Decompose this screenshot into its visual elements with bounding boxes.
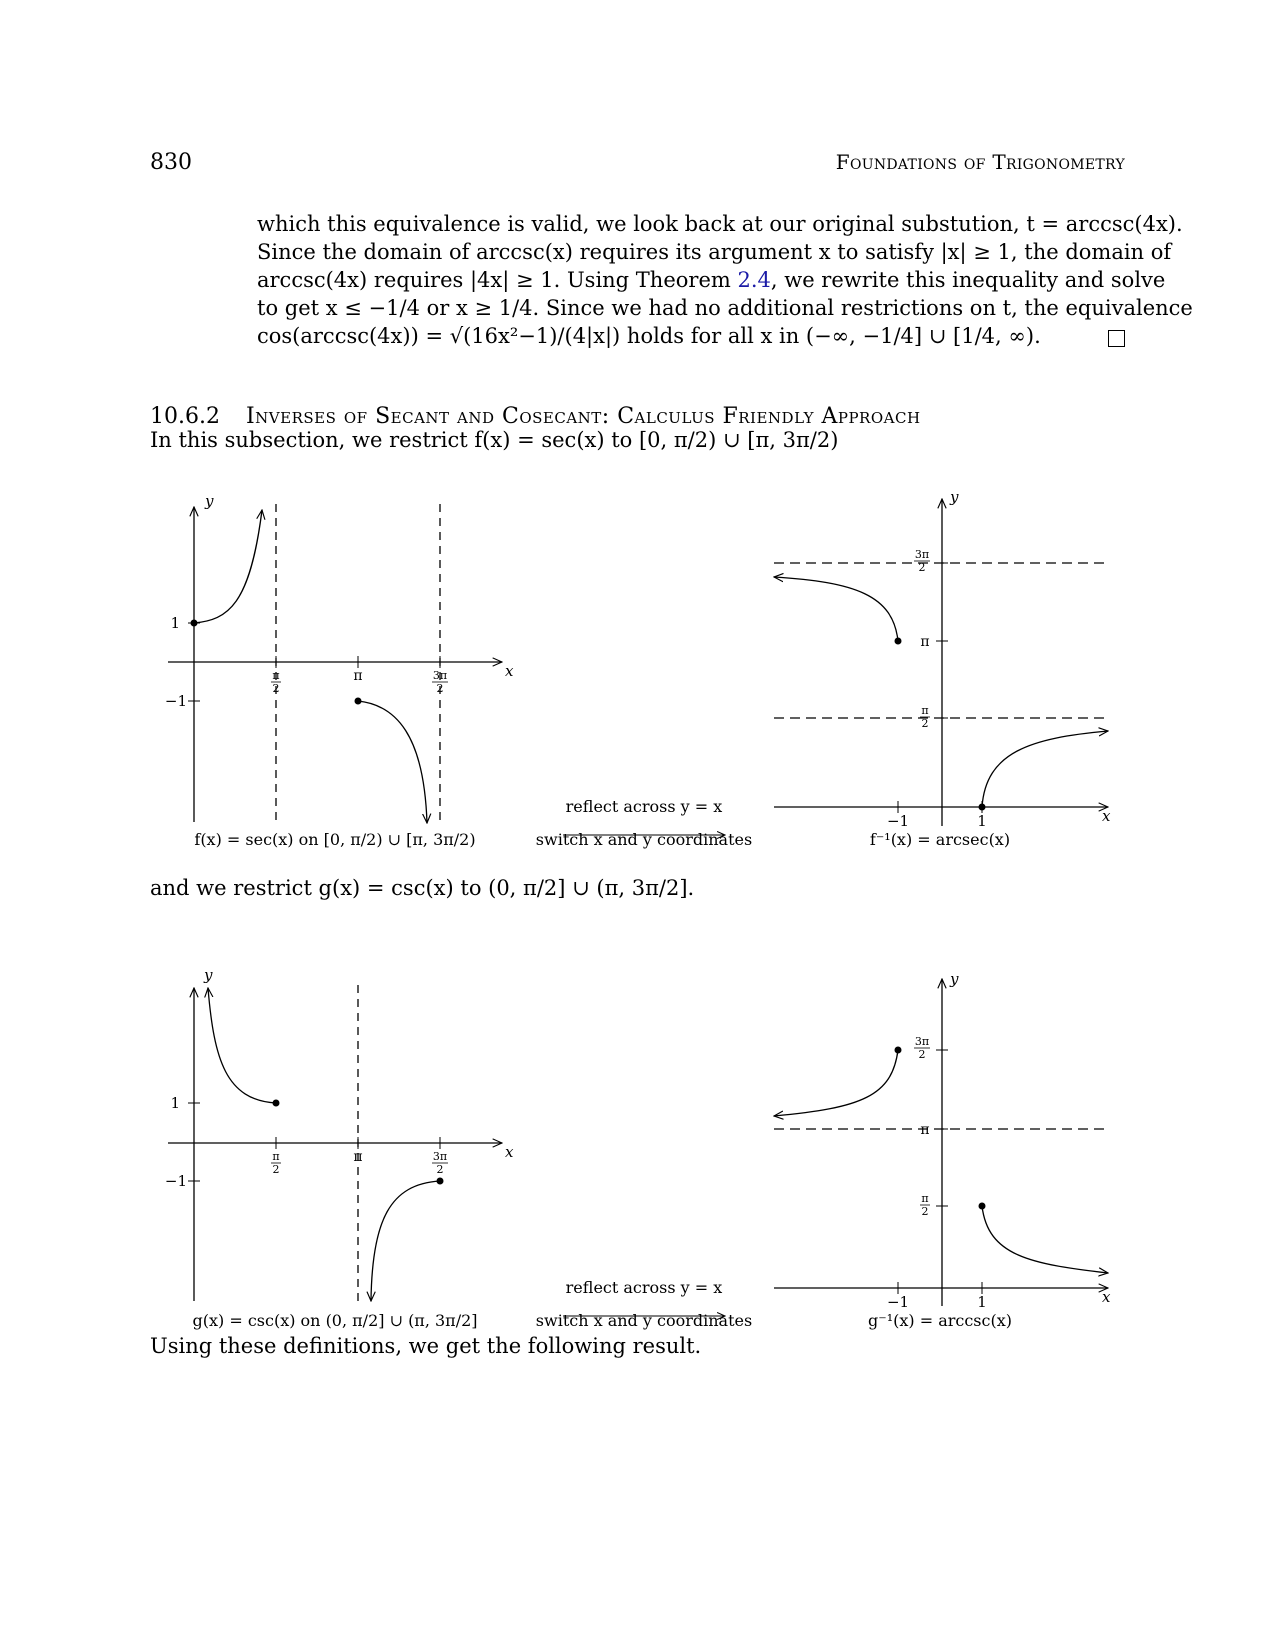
sec-figure xyxy=(0,490,1275,870)
csc-x-tick-pi-half-den: 2 xyxy=(272,1163,280,1176)
arccsc-point-neg1-three-pi-half xyxy=(895,1047,902,1054)
csc-arrow-top-label: reflect across y = x xyxy=(565,1278,723,1297)
section-heading xyxy=(150,404,921,429)
closing-text: Using these definitions, we get the following result. xyxy=(150,1334,702,1358)
sec-point-pi-neg1 xyxy=(355,698,362,705)
csc-y-tick-1: 1 xyxy=(170,1094,180,1112)
csc-branch-1 xyxy=(208,988,276,1103)
arccsc-branch-2 xyxy=(774,1050,898,1116)
arcsec-point-neg1-pi xyxy=(895,638,902,645)
intro-line-3-tail: , we rewrite this inequality and solve xyxy=(770,268,1166,292)
csc-x-tick-three-pi-half-num: 3π xyxy=(432,1150,448,1163)
arccsc-caption: g⁻¹(x) = arccsc(x) xyxy=(868,1311,1012,1330)
sec-branch-1 xyxy=(194,510,262,623)
intro-line-3 xyxy=(257,266,1166,294)
arccsc-y-tick-pi-half-den: 2 xyxy=(921,1205,929,1218)
sec-x-tick-pi: π xyxy=(353,668,363,684)
intro-line-5: cos(arccsc(4x)) = √(16x²−1)/(4|x|) holds for all x in (−∞, −1/4] ∪ [1/4, ∞). xyxy=(257,324,1041,348)
running-title: Foundations of Trigonometry xyxy=(835,150,1125,174)
sec-branch-2 xyxy=(358,701,427,823)
intro-line-2: Since the domain of arccsc(x) requires its argument x to satisfy |x| ≥ 1, the domain of xyxy=(257,240,1172,264)
arccsc-x-tick-1: 1 xyxy=(977,1293,987,1311)
arccsc-x-tick-neg1: −1 xyxy=(886,1293,910,1311)
arcsec-x-label: x xyxy=(1102,807,1111,825)
arcsec-y-tick-pi: π xyxy=(920,634,930,650)
csc-x-tick-three-pi-half-den: 2 xyxy=(436,1163,444,1176)
arccsc-branch-1 xyxy=(982,1206,1108,1273)
csc-x-tick-pi-half-num: π xyxy=(272,1150,280,1163)
arcsec-y-tick-three-pi-half-den: 2 xyxy=(918,561,926,574)
csc-arrow-bottom-label: switch x and y coordinates xyxy=(535,1311,753,1330)
csc-ticks xyxy=(188,1103,440,1181)
sec-x-label: x xyxy=(505,662,514,680)
sec-x-tick-three-pi-half-den: 2 xyxy=(436,682,444,695)
sec-y-label: y xyxy=(205,492,214,510)
csc-branch-2 xyxy=(371,1181,440,1301)
csc-y-tick-neg1: −1 xyxy=(164,1172,187,1190)
sec-arrow-top-label: reflect across y = x xyxy=(565,797,723,816)
arcsec-branch-2 xyxy=(774,577,898,641)
arcsec-y-label: y xyxy=(950,488,959,506)
csc-point-pi-half-1 xyxy=(273,1100,280,1107)
arcsec-point-1-0 xyxy=(979,804,986,811)
arcsec-ticks xyxy=(898,563,982,813)
csc-restriction-text: and we restrict g(x) = csc(x) to (0, π/2] ∪ (π, 3π/2]. xyxy=(150,876,695,900)
arcsec-x-tick-neg1: −1 xyxy=(886,812,910,830)
arcsec-y-tick-three-pi-half-num: 3π xyxy=(914,548,930,561)
csc-point-three-pi-half-neg1 xyxy=(437,1178,444,1185)
intro-paragraph xyxy=(257,210,1193,350)
arcsec-y-tick-pi-half-den: 2 xyxy=(921,717,929,730)
sec-y-tick-1: 1 xyxy=(170,614,180,632)
csc-x-tick-pi: π xyxy=(353,1149,363,1165)
arccsc-y-label: y xyxy=(950,970,959,988)
sec-x-tick-pi-half-num: π xyxy=(272,669,280,682)
arcsec-x-tick-1: 1 xyxy=(977,812,987,830)
arccsc-y-tick-pi: π xyxy=(920,1122,930,1138)
sec-point-0-1 xyxy=(191,620,198,627)
sec-y-tick-neg1: −1 xyxy=(164,692,187,710)
intro-line-3-head: arccsc(4x) requires |4x| ≥ 1. Using Theorem xyxy=(257,268,738,292)
intro-line-1: which this equivalence is valid, we look back at our original substution, t = arccsc(4x). xyxy=(257,212,1183,236)
arccsc-point-1-pi-half xyxy=(979,1203,986,1210)
arccsc-y-tick-three-pi-half-den: 2 xyxy=(918,1048,926,1061)
csc-caption: g(x) = csc(x) on (0, π/2] ∪ (π, 3π/2] xyxy=(192,1311,478,1330)
arccsc-x-label: x xyxy=(1102,1288,1111,1306)
page-number: 830 xyxy=(150,150,192,175)
sec-caption: f(x) = sec(x) on [0, π/2) ∪ [π, 3π/2) xyxy=(194,830,476,849)
sec-arrow-bottom-label: switch x and y coordinates xyxy=(535,830,753,849)
csc-figure xyxy=(0,966,1275,1350)
arcsec-branch-1 xyxy=(982,731,1108,807)
sec-x-tick-three-pi-half-num: 3π xyxy=(432,669,448,682)
arccsc-y-tick-pi-half-num: π xyxy=(921,1192,929,1205)
sec-restriction-text: In this subsection, we restrict f(x) = sec(x) to [0, π/2) ∪ [π, 3π/2) xyxy=(150,428,839,452)
csc-y-label: y xyxy=(204,966,213,984)
arcsec-y-tick-pi-half-num: π xyxy=(921,704,929,717)
section-title: Inverses of Secant and Cosecant: Calculus Friendly Approach xyxy=(245,404,921,429)
arcsec-caption: f⁻¹(x) = arcsec(x) xyxy=(869,830,1011,849)
section-number: 10.6.2 xyxy=(150,404,220,429)
qed-square-icon xyxy=(1108,330,1125,347)
arccsc-y-tick-three-pi-half-num: 3π xyxy=(914,1035,930,1048)
intro-line-4: to get x ≤ −1/4 or x ≥ 1/4. Since we had no additional restrictions on t, the equivalence xyxy=(257,296,1193,320)
csc-x-label: x xyxy=(505,1143,514,1161)
theorem-link[interactable]: 2.4 xyxy=(737,268,771,292)
arccsc-ticks xyxy=(898,1050,982,1294)
sec-x-tick-pi-half-den: 2 xyxy=(272,682,280,695)
